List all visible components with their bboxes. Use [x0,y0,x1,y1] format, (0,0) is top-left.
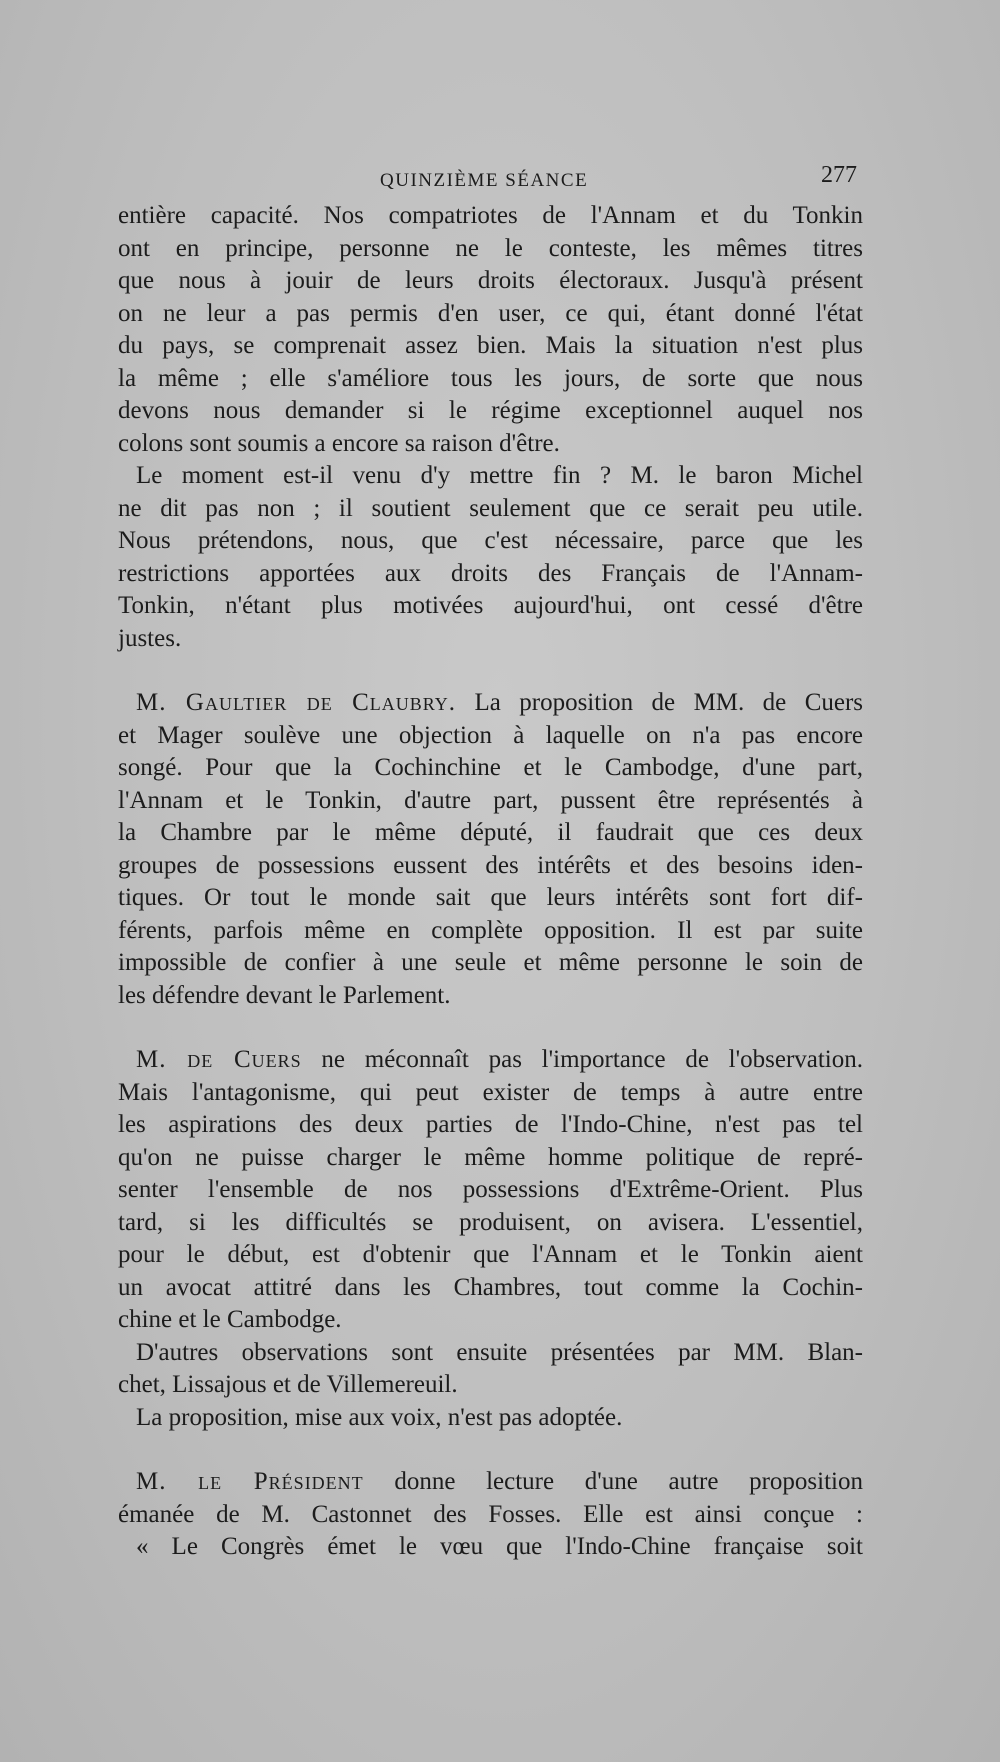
body-text [118,200,863,1564]
text-line: les défendre devant le Parlement. [118,981,451,1009]
text-line: les aspirations des deux parties de l'Indo-Chine, n'est pas tel [118,1111,863,1138]
paragraph-spacer [118,1012,863,1044]
text-line: senter l'ensemble de nos possessions d'Extrême-Orient. Plus [118,1176,863,1203]
paragraph-5 [118,1337,863,1402]
text-line: et Mager soulève une objection à laquelle on n'a pas encore [118,721,863,749]
text-line: pour le début, est d'obtenir que l'Annam et le Tonkin aient [118,1241,863,1268]
text-line: restrictions apportées aux droits des Français de l'Annam- [118,559,863,587]
paragraph-7 [118,1466,863,1564]
text-line: « Le Congrès émet le vœu que l'Indo-Chine française soit [136,1533,863,1560]
text-line: entière capacité. Nos compatriotes de l'Annam et du Tonkin [118,202,863,229]
text-line: Tonkin, n'étant plus motivées aujourd'hui, ont cessé d'être [118,592,863,619]
text-line: la Chambre par le même député, il faudrait que ces deux [118,819,863,846]
speaker-name: M. Gaultier de Claubry. [136,689,457,716]
text-line: un avocat attitré dans les Chambres, tout comme la Cochin- [118,1273,863,1301]
text-line: que nous à jouir de leurs droits électoraux. Jusqu'à présent [118,267,863,294]
paragraph-spacer [118,1434,863,1466]
text-line [118,687,863,720]
text-line: groupes de possessions eussent des intérêts et des besoins iden- [118,851,863,879]
running-head [118,162,863,198]
text-line: chet, Lissajous et de Villemereuil. [118,1371,458,1398]
text-line: impossible de confier à une seule et même personne le soin de [118,949,863,976]
text-line: on ne leur a pas permis d'en user, ce qui, étant donné l'état [118,299,863,327]
text-line: Nous prétendons, nous, que c'est nécessaire, parce que les [118,527,863,554]
text-line: chine et le Cambodge. [118,1306,342,1333]
page-number: 277 [821,162,857,188]
text-line: tard, si les difficultés se produisent, on avisera. L'essentiel, [118,1208,863,1236]
speaker-line-rest: donne lecture d'une autre proposition [394,1468,863,1495]
speaker-name: M. le Président [136,1468,364,1495]
text-line: Mais l'antagonisme, qui peut exister de temps à autre entre [118,1078,863,1106]
text-line: ne dit pas non ; il soutient seulement que ce serait peu utile. [118,494,863,522]
paragraph-2 [118,460,863,655]
speaker-line-rest: ne méconnaît pas l'importance de l'observation. [321,1046,864,1073]
text-line [118,1466,863,1499]
paragraph-1 [118,200,863,460]
text-line: ont en principe, personne ne le conteste, les mêmes titres [118,234,863,262]
text-line: l'Annam et le Tonkin, d'autre part, pussent être représentés à [118,786,863,814]
text-line: colons sont soumis a encore sa raison d'être. [118,429,560,457]
paragraph-3 [118,687,863,1012]
text-line: songé. Pour que la Cochinchine et le Cambodge, d'une part, [118,754,863,781]
text-line: qu'on ne puisse charger le même homme politique de repré- [118,1143,863,1171]
paragraph-spacer [118,655,863,687]
text-line: férents, parfois même en complète opposition. Il est par suite [118,916,863,944]
text-line: Le moment est-il venu d'y mettre fin ? M. le baron Michel [136,462,863,489]
speaker-name: M. de Cuers [136,1046,302,1073]
text-line: justes. [118,624,182,652]
text-line [118,1044,863,1077]
text-line: La proposition, mise aux voix, n'est pas adoptée. [136,1403,623,1431]
running-title: QUINZIÈME SÉANCE [380,170,589,191]
text-line: devons nous demander si le régime exceptionnel auquel nos [118,397,863,424]
text-line: du pays, se comprenait assez bien. Mais la situation n'est plus [118,332,863,359]
text-line: D'autres observations sont ensuite présentées par MM. Blan- [136,1338,863,1366]
paragraph-6 [118,1402,863,1435]
text-line: tiques. Or tout le monde sait que leurs intérêts sont fort dif- [118,884,863,911]
text-line: la même ; elle s'améliore tous les jours, de sorte que nous [118,364,863,392]
speaker-line-rest: La proposition de MM. de Cuers [474,689,864,716]
text-line: émanée de M. Castonnet des Fosses. Elle est ainsi conçue : [118,1500,863,1528]
paragraph-4 [118,1044,863,1337]
